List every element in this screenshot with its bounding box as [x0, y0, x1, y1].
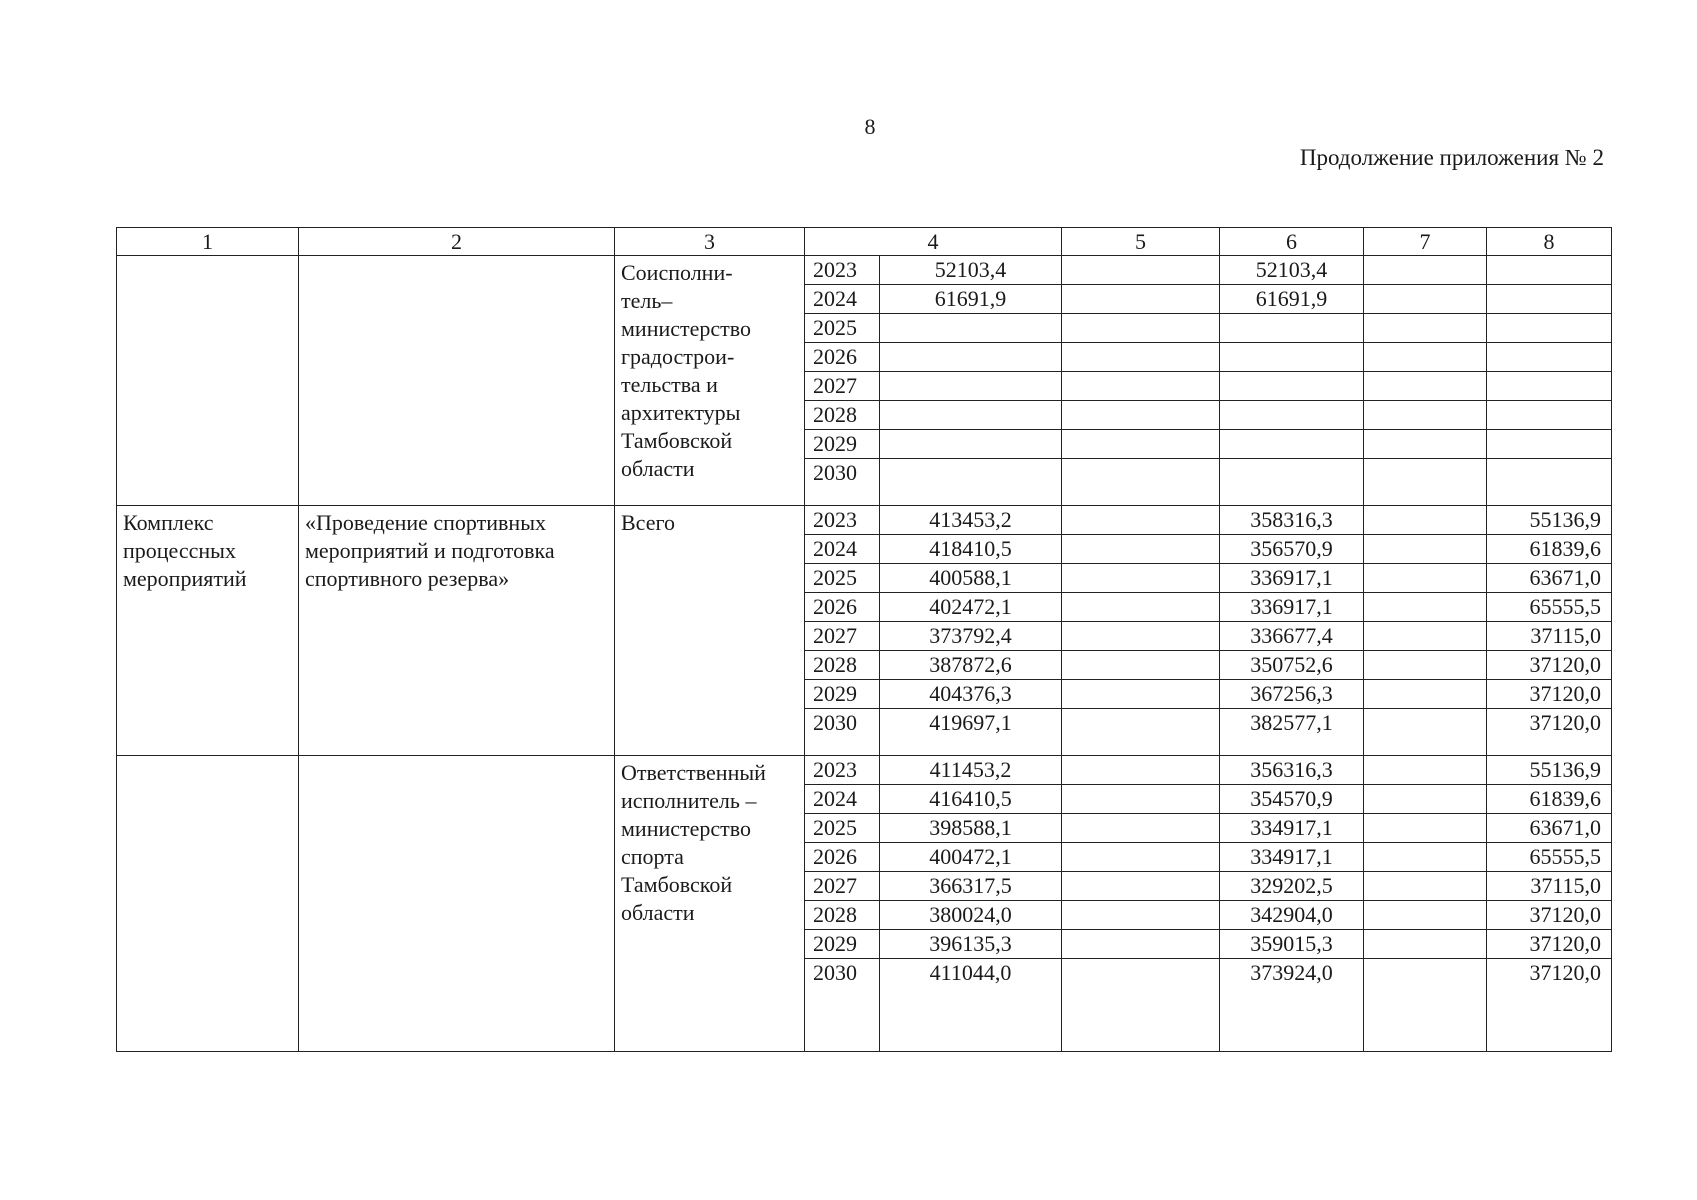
- header-cell-4: 4: [805, 228, 1062, 256]
- col5-cell: [1062, 256, 1220, 285]
- col7-cell: [1364, 930, 1487, 959]
- col7-cell: [1364, 343, 1487, 372]
- col7-cell: [1364, 564, 1487, 593]
- col6-cell: [1220, 430, 1364, 459]
- col5-cell: [1062, 564, 1220, 593]
- col5-cell: [1062, 872, 1220, 901]
- col5-cell: [1062, 430, 1220, 459]
- col7-cell: [1364, 756, 1487, 785]
- year-cell: 2029: [805, 680, 880, 709]
- col8-cell: 63671,0: [1487, 564, 1612, 593]
- col5-cell: [1062, 459, 1220, 506]
- col6-cell: [1220, 459, 1364, 506]
- total-amount-cell: 398588,1: [880, 814, 1062, 843]
- col8-cell: 55136,9: [1487, 506, 1612, 535]
- col8-cell: [1487, 372, 1612, 401]
- header-cell-8: 8: [1487, 228, 1612, 256]
- year-cell: 2023: [805, 756, 880, 785]
- total-amount-cell: 396135,3: [880, 930, 1062, 959]
- col6-cell: 358316,3: [1220, 506, 1364, 535]
- col6-cell: 336917,1: [1220, 593, 1364, 622]
- col7-cell: [1364, 872, 1487, 901]
- col8-cell: 37115,0: [1487, 872, 1612, 901]
- header-cell-6: 6: [1220, 228, 1364, 256]
- col8-cell: [1487, 285, 1612, 314]
- col8-cell: 37120,0: [1487, 651, 1612, 680]
- col5-cell: [1062, 680, 1220, 709]
- total-amount-cell: 387872,6: [880, 651, 1062, 680]
- total-amount-cell: [880, 401, 1062, 430]
- col6-cell: 52103,4: [1220, 256, 1364, 285]
- total-amount-cell: [880, 314, 1062, 343]
- header-cell-3: 3: [615, 228, 805, 256]
- col5-cell: [1062, 372, 1220, 401]
- col6-cell: 359015,3: [1220, 930, 1364, 959]
- header-row: [117, 228, 1612, 256]
- col5-cell: [1062, 901, 1220, 930]
- col7-cell: [1364, 680, 1487, 709]
- col8-cell: 37120,0: [1487, 709, 1612, 756]
- col6-cell: [1220, 343, 1364, 372]
- col7-cell: [1364, 314, 1487, 343]
- program-type-cell: [117, 256, 299, 506]
- year-cell: 2030: [805, 459, 880, 506]
- col8-cell: [1487, 256, 1612, 285]
- col6-cell: 342904,0: [1220, 901, 1364, 930]
- col5-cell: [1062, 314, 1220, 343]
- col8-cell: 61839,6: [1487, 785, 1612, 814]
- col7-cell: [1364, 430, 1487, 459]
- year-cell: 2024: [805, 285, 880, 314]
- year-cell: 2027: [805, 622, 880, 651]
- total-amount-cell: [880, 459, 1062, 506]
- col5-cell: [1062, 959, 1220, 1052]
- col5-cell: [1062, 651, 1220, 680]
- col6-cell: [1220, 314, 1364, 343]
- program-name-cell: «Проведение спортивных мероприятий и подготовка спортивного резерва»: [299, 506, 615, 756]
- col7-cell: [1364, 843, 1487, 872]
- year-cell: 2027: [805, 872, 880, 901]
- col7-cell: [1364, 901, 1487, 930]
- col7-cell: [1364, 256, 1487, 285]
- col7-cell: [1364, 959, 1487, 1052]
- col5-cell: [1062, 593, 1220, 622]
- table-row: [117, 256, 1612, 285]
- col5-cell: [1062, 506, 1220, 535]
- year-cell: 2030: [805, 709, 880, 756]
- total-amount-cell: [880, 430, 1062, 459]
- col6-cell: 356316,3: [1220, 756, 1364, 785]
- col6-cell: 356570,9: [1220, 535, 1364, 564]
- total-amount-cell: 418410,5: [880, 535, 1062, 564]
- total-amount-cell: 413453,2: [880, 506, 1062, 535]
- col5-cell: [1062, 814, 1220, 843]
- year-cell: 2028: [805, 901, 880, 930]
- col8-cell: [1487, 459, 1612, 506]
- total-amount-cell: 416410,5: [880, 785, 1062, 814]
- year-cell: 2026: [805, 343, 880, 372]
- col8-cell: 37120,0: [1487, 901, 1612, 930]
- col6-cell: 334917,1: [1220, 843, 1364, 872]
- year-cell: 2027: [805, 372, 880, 401]
- year-cell: 2025: [805, 314, 880, 343]
- total-amount-cell: 380024,0: [880, 901, 1062, 930]
- program-type-cell: Комплекс процессных мероприятий: [117, 506, 299, 756]
- col6-cell: 367256,3: [1220, 680, 1364, 709]
- year-cell: 2028: [805, 401, 880, 430]
- total-amount-cell: 61691,9: [880, 285, 1062, 314]
- col8-cell: 65555,5: [1487, 593, 1612, 622]
- header-cell-5: 5: [1062, 228, 1220, 256]
- col5-cell: [1062, 709, 1220, 756]
- col7-cell: [1364, 709, 1487, 756]
- col6-cell: 354570,9: [1220, 785, 1364, 814]
- page-number: 8: [864, 114, 876, 139]
- total-amount-cell: 366317,5: [880, 872, 1062, 901]
- total-amount-cell: 400472,1: [880, 843, 1062, 872]
- table-row: [117, 756, 1612, 785]
- total-amount-cell: 52103,4: [880, 256, 1062, 285]
- year-cell: 2029: [805, 430, 880, 459]
- col7-cell: [1364, 506, 1487, 535]
- total-amount-cell: [880, 372, 1062, 401]
- year-cell: 2026: [805, 843, 880, 872]
- col8-cell: 37120,0: [1487, 959, 1612, 1052]
- col8-cell: [1487, 343, 1612, 372]
- executor-cell: Ответственный исполнитель – министерство спорта Тамбовской области: [615, 756, 805, 1052]
- total-amount-cell: 411044,0: [880, 959, 1062, 1052]
- total-amount-cell: 402472,1: [880, 593, 1062, 622]
- col7-cell: [1364, 372, 1487, 401]
- header-cell-1: 1: [117, 228, 299, 256]
- year-cell: 2023: [805, 506, 880, 535]
- year-cell: 2024: [805, 535, 880, 564]
- col8-cell: 37115,0: [1487, 622, 1612, 651]
- col6-cell: 336917,1: [1220, 564, 1364, 593]
- col6-cell: 336677,4: [1220, 622, 1364, 651]
- year-cell: 2024: [805, 785, 880, 814]
- col7-cell: [1364, 535, 1487, 564]
- col7-cell: [1364, 401, 1487, 430]
- col7-cell: [1364, 285, 1487, 314]
- col8-cell: [1487, 430, 1612, 459]
- annex-note: Продолжение приложения № 2: [1299, 145, 1604, 170]
- header-cell-2: 2: [299, 228, 615, 256]
- year-cell: 2028: [805, 651, 880, 680]
- table-body: [117, 228, 1612, 1052]
- col6-cell: 61691,9: [1220, 285, 1364, 314]
- col7-cell: [1364, 459, 1487, 506]
- program-name-cell: [299, 256, 615, 506]
- col5-cell: [1062, 622, 1220, 651]
- table-row: [117, 506, 1612, 535]
- col6-cell: 373924,0: [1220, 959, 1364, 1052]
- total-amount-cell: [880, 343, 1062, 372]
- executor-cell: Всего: [615, 506, 805, 756]
- total-amount-cell: 400588,1: [880, 564, 1062, 593]
- col5-cell: [1062, 285, 1220, 314]
- year-cell: 2025: [805, 814, 880, 843]
- header-cell-7: 7: [1364, 228, 1487, 256]
- col5-cell: [1062, 401, 1220, 430]
- col8-cell: 37120,0: [1487, 680, 1612, 709]
- total-amount-cell: 404376,3: [880, 680, 1062, 709]
- total-amount-cell: 373792,4: [880, 622, 1062, 651]
- col8-cell: [1487, 401, 1612, 430]
- col5-cell: [1062, 343, 1220, 372]
- col8-cell: 61839,6: [1487, 535, 1612, 564]
- col7-cell: [1364, 785, 1487, 814]
- col5-cell: [1062, 756, 1220, 785]
- year-cell: 2025: [805, 564, 880, 593]
- col6-cell: [1220, 372, 1364, 401]
- year-cell: 2026: [805, 593, 880, 622]
- col6-cell: 382577,1: [1220, 709, 1364, 756]
- col6-cell: 329202,5: [1220, 872, 1364, 901]
- budget-table: [116, 227, 1612, 1052]
- executor-cell: Соисполни- тель– министерство градострои- тельства и архитектуры Тамбовской области: [615, 256, 805, 506]
- col5-cell: [1062, 843, 1220, 872]
- year-cell: 2030: [805, 959, 880, 1052]
- col8-cell: 65555,5: [1487, 843, 1612, 872]
- col8-cell: 55136,9: [1487, 756, 1612, 785]
- col5-cell: [1062, 930, 1220, 959]
- year-cell: 2029: [805, 930, 880, 959]
- col8-cell: [1487, 314, 1612, 343]
- col5-cell: [1062, 535, 1220, 564]
- total-amount-cell: 411453,2: [880, 756, 1062, 785]
- col8-cell: 63671,0: [1487, 814, 1612, 843]
- col7-cell: [1364, 622, 1487, 651]
- col8-cell: 37120,0: [1487, 930, 1612, 959]
- program-type-cell: [117, 756, 299, 1052]
- col6-cell: 334917,1: [1220, 814, 1364, 843]
- col7-cell: [1364, 814, 1487, 843]
- total-amount-cell: 419697,1: [880, 709, 1062, 756]
- col6-cell: 350752,6: [1220, 651, 1364, 680]
- year-cell: 2023: [805, 256, 880, 285]
- col6-cell: [1220, 401, 1364, 430]
- col7-cell: [1364, 593, 1487, 622]
- col7-cell: [1364, 651, 1487, 680]
- col5-cell: [1062, 785, 1220, 814]
- program-name-cell: [299, 756, 615, 1052]
